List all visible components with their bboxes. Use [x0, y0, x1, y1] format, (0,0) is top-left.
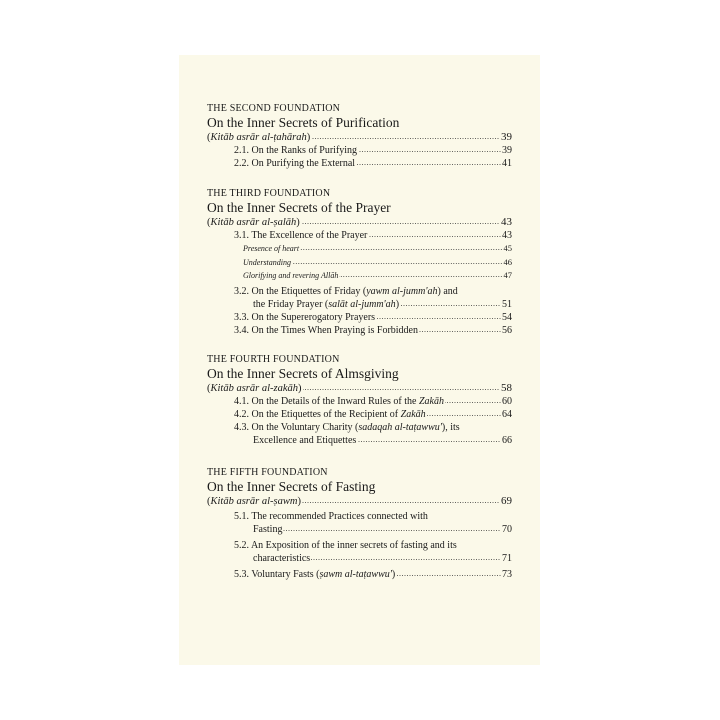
page-number: 54 — [502, 311, 512, 323]
toc-entry-line: 5.1. The recommended Practices connected with — [234, 511, 428, 522]
toc-entry[interactable]: 4.2. On the Etiquettes of the Recipient of Zakāh ..... 64 — [234, 408, 512, 421]
page-number: 43 — [501, 216, 512, 228]
page-number: 41 — [502, 158, 512, 169]
page-number: 47 — [503, 270, 512, 280]
toc-entry[interactable]: characteristics ..... 71 — [253, 552, 512, 565]
toc-subentry[interactable]: Presence of heart ..... 45 — [243, 242, 512, 256]
foundation-label: THE FIFTH FOUNDATION — [207, 467, 328, 478]
section-heading: On the Inner Secrets of Purification — [207, 115, 400, 130]
section-heading: On the Inner Secrets of Fasting — [207, 479, 376, 494]
toc-entry[interactable]: 2.2. On Purifying the External ..... 41 — [234, 157, 512, 170]
toc-subentry[interactable]: Understanding ..... 46 — [243, 256, 512, 270]
toc-book-entry[interactable]: (Kitāb asrār al-ṭahārah) ..... 39 — [207, 131, 512, 144]
toc-entry[interactable]: 5.3. Voluntary Fasts (ṣawm al-taṭawwu') ..... 73 — [234, 568, 512, 581]
section-heading: On the Inner Secrets of Almsgiving — [207, 366, 399, 381]
toc-entry[interactable]: 3.4. On the Times When Praying is Forbidden ..... 56 — [234, 324, 512, 337]
toc-book-entry[interactable]: (Kitāb asrār al-ṣalāh) ..... 43 — [207, 216, 512, 229]
toc-entry[interactable]: 2.1. On the Ranks of Purifying ..... 39 — [234, 144, 512, 157]
toc-entry[interactable]: 4.1. On the Details of the Inward Rules of the Zakāh ..... 60 — [234, 395, 512, 408]
toc-entry[interactable]: 3.3. On the Supererogatory Prayers ..... 54 — [234, 311, 512, 324]
page-number: 46 — [503, 256, 512, 267]
page-number: 58 — [501, 382, 512, 394]
section-fourth-foundation — [207, 354, 512, 447]
section-fifth-foundation — [207, 467, 512, 581]
toc-entry-line: 4.3. On the Voluntary Charity (sadaqah al-taṭawwu'), its — [234, 422, 460, 433]
toc-entry-line: 3.2. On the Etiquettes of Friday (yawm al-jumm'ah) and — [234, 285, 458, 297]
section-heading: On the Inner Secrets of the Prayer — [207, 200, 391, 215]
page-number: 73 — [502, 569, 512, 580]
toc-entry-line: 5.2. An Exposition of the inner secrets of fasting and its — [234, 540, 457, 551]
toc-entry[interactable]: the Friday Prayer (salāt al-jumm'ah) ..... 51 — [253, 298, 512, 311]
page-number: 43 — [502, 230, 512, 241]
page-number: 39 — [502, 145, 512, 156]
page-number: 66 — [502, 435, 512, 446]
toc-entry[interactable]: Fasting ..... 70 — [253, 523, 512, 536]
page-number: 45 — [503, 243, 512, 253]
toc-book-entry[interactable]: (Kitāb asrār al-zakāh) ..... 58 — [207, 382, 512, 395]
toc-entry[interactable]: Excellence and Etiquettes ..... 66 — [253, 434, 512, 447]
page-number: 39 — [501, 131, 512, 143]
foundation-label: THE FOURTH FOUNDATION — [207, 354, 340, 365]
book-page — [179, 55, 540, 665]
page-number: 64 — [502, 409, 512, 420]
page-number: 56 — [502, 324, 512, 336]
toc-entry[interactable]: 3.1. The Excellence of the Prayer ..... 43 — [234, 229, 512, 242]
page-number: 51 — [502, 298, 512, 310]
toc-book-entry[interactable]: (Kitāb asrār al-ṣawm) ..... 69 — [207, 495, 512, 508]
page-number: 71 — [502, 553, 512, 564]
section-third-foundation — [207, 188, 512, 337]
section-second-foundation — [207, 103, 512, 170]
foundation-label: THE SECOND FOUNDATION — [207, 103, 341, 114]
page-number: 69 — [501, 495, 512, 507]
page-number: 60 — [502, 396, 512, 407]
foundation-label: THE THIRD FOUNDATION — [207, 188, 331, 199]
toc-subentry[interactable]: Glorifying and revering Allāh ..... 47 — [243, 269, 512, 283]
page-number: 70 — [502, 524, 512, 535]
